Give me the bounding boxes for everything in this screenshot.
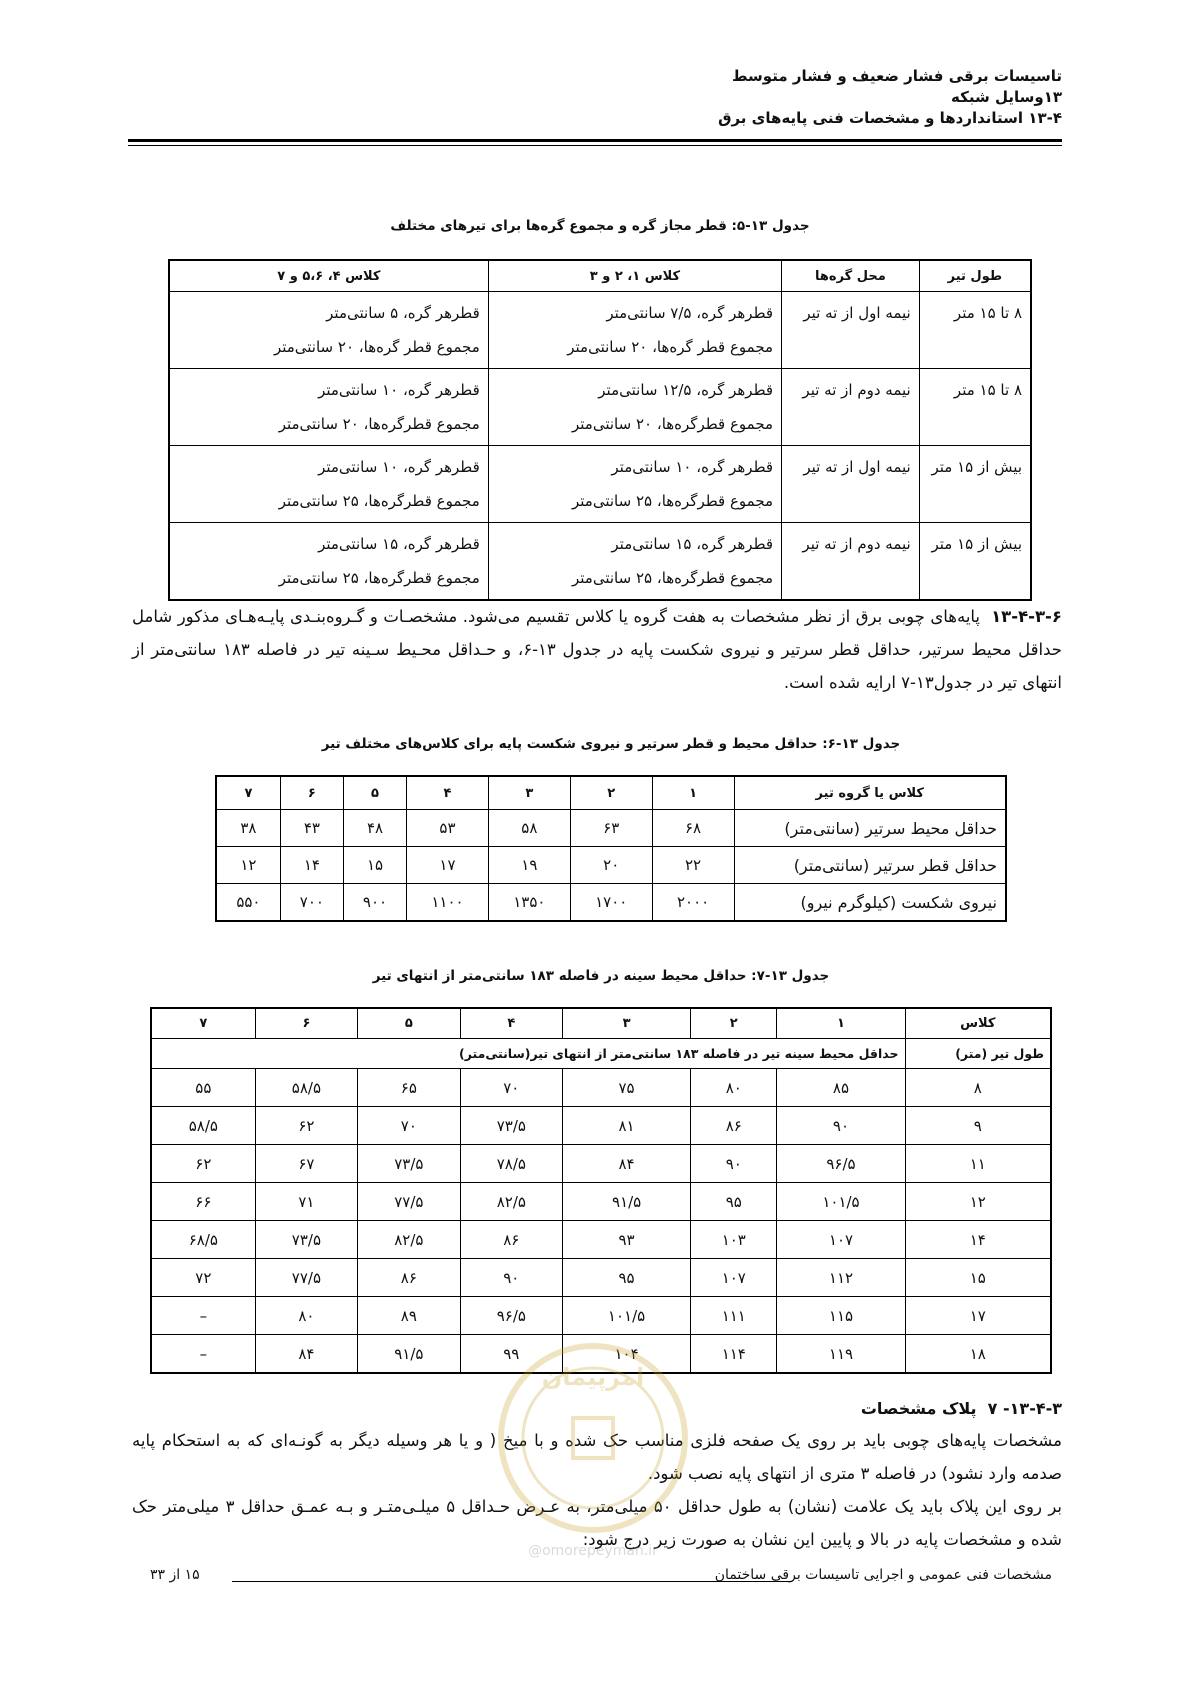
table7-header-label: کلاس — [905, 1008, 1051, 1039]
table6-cell: ۲۲ — [652, 847, 734, 884]
table7-cell: ۸۶ — [691, 1107, 777, 1145]
table-row — [169, 523, 1031, 601]
page-footer — [150, 1567, 1052, 1587]
table7-cell: ۵۵ — [151, 1069, 255, 1107]
table7-cell: ۶۸/۵ — [151, 1221, 255, 1259]
table6-class: ۳ — [488, 776, 570, 810]
table6-class: ۷ — [216, 776, 280, 810]
table5 — [168, 259, 1032, 601]
table7-class: ۵ — [358, 1008, 460, 1039]
table7-class: ۶ — [255, 1008, 357, 1039]
table7-cell: – — [151, 1335, 255, 1374]
table7-class: ۱ — [777, 1008, 905, 1039]
table7-cell: ۸۲/۵ — [460, 1183, 562, 1221]
table6-cell: ۲۰ — [570, 847, 652, 884]
table5-cell-location: نیمه اول از ته تیر — [782, 292, 920, 369]
knot-sum: مجموع قطرگره‌ها، ۲۵ سانتی‌متر — [278, 492, 480, 510]
table7-length: ۱۵ — [905, 1259, 1051, 1297]
table7-length: ۱۷ — [905, 1297, 1051, 1335]
table5-cell-location: نیمه دوم از ته تیر — [782, 523, 920, 601]
knot-diameter: قطرهر گره، ۱۰ سانتی‌متر — [611, 458, 774, 476]
watermark-url: @omorepeyman.ir — [528, 1543, 658, 1559]
table7-length: ۱۸ — [905, 1335, 1051, 1374]
table-row — [151, 1183, 1051, 1221]
table5-cell-class123 — [488, 369, 781, 446]
knot-diameter: قطرهر گره، ۷/۵ سانتی‌متر — [606, 304, 774, 322]
knot-sum: مجموع قطرگره‌ها، ۲۰ سانتی‌متر — [572, 415, 774, 433]
table7-cell: ۹۱/۵ — [563, 1183, 691, 1221]
table7-class: ۳ — [563, 1008, 691, 1039]
table5-cell-class4567 — [169, 369, 488, 446]
table5-caption: جدول ۱۳-۵: قطر مجاز گره و مجموع گره‌ها برای تیرهای مختلف — [390, 218, 810, 234]
section-title: پلاک مشخصات — [860, 1399, 977, 1418]
table-row — [151, 1297, 1051, 1335]
table7-cell: ۸۰ — [691, 1069, 777, 1107]
table7-cell: ۹۵ — [563, 1259, 691, 1297]
table6-row-label: نیروی شکست (کیلوگرم نیرو) — [734, 884, 1006, 922]
table7-cell: ۷۰ — [460, 1069, 562, 1107]
knot-diameter: قطرهر گره، ۱۵ سانتی‌متر — [318, 535, 480, 553]
table6-cell: ۱۲ — [216, 847, 280, 884]
table7-cell: ۷۷/۵ — [255, 1259, 357, 1297]
table5-cell-class4567 — [169, 523, 488, 601]
knot-diameter: قطرهر گره، ۱۰ سانتی‌متر — [318, 381, 480, 399]
table-row — [169, 292, 1031, 369]
table7-cell: ۶۲ — [151, 1145, 255, 1183]
header-rule-thick — [128, 139, 1062, 142]
table5-cell-class123 — [488, 523, 781, 601]
table6-cell: ۵۳ — [407, 810, 489, 847]
table7-cell: ۷۱ — [255, 1183, 357, 1221]
table7-class: ۲ — [691, 1008, 777, 1039]
table7-subheader-row — [151, 1039, 1051, 1069]
table5-header-class123: کلاس ۱، ۲ و ۳ — [488, 260, 781, 292]
table7-cell: ۸۵ — [777, 1069, 905, 1107]
paragraph-text: پایه‌های چوبی برق از نظر مشخصات به هفت گروه یا کلاس تقسیم می‌شود. مشخصـات و گـروه‌بنـدی پایـه‌هـای مذکور شامل حداقل محیط سرتیر، حداقل قطر سرتیر و نیروی شکست پایه در جدول ۱۳-۶، و حـداقل محـیط سـینه تیر در فاصله ۱۸۳ سانتی‌متر از انتهای تیر در جدول۱۳-۷ ارایه شده است. — [132, 607, 1062, 692]
section7-paragraph-1: مشخصات پایه‌های چوبی باید بر روی یک صفحه فلزی مناسب حک شده و با میخ ( و یا هر وسیله دیگر به گونـه‌ای که به استحکام پایه صدمه وارد نشود) در فاصله ۳ متری از انتهای پایه نصب شود. — [132, 1431, 1062, 1483]
table5-cell-class4567 — [169, 446, 488, 523]
paragraph-13-4-3-6 — [132, 600, 1062, 699]
knot-diameter: قطرهر گره، ۱۵ سانتی‌متر — [611, 535, 774, 553]
table7-cell: ۱۱۲ — [777, 1259, 905, 1297]
table6-row-label: حداقل محیط سرتیر (سانتی‌متر) — [734, 810, 1006, 847]
table7-cell: ۹۵ — [691, 1183, 777, 1221]
header-line-1: تاسیسات برقی فشار ضعیف و فشار متوسط — [731, 67, 1062, 85]
table6-header-row — [216, 776, 1006, 810]
watermark-text: امرپیمان — [541, 1363, 645, 1391]
table7-cell: ۱۰۱/۵ — [777, 1183, 905, 1221]
table6-cell: ۵۸ — [488, 810, 570, 847]
table6-cell: ۹۰۰ — [343, 884, 406, 922]
table5-cell-length: ۸ تا ۱۵ متر — [919, 292, 1031, 369]
table5-cell-length: ۸ تا ۱۵ متر — [919, 369, 1031, 446]
table7-cell: ۸۶ — [358, 1259, 460, 1297]
table7-cell: ۱۰۱/۵ — [563, 1297, 691, 1335]
header-line-2: ۱۳وسایل شبکه — [951, 88, 1062, 106]
table5-header-location: محل گره‌ها — [782, 260, 920, 292]
table7-cell: ۶۲ — [255, 1107, 357, 1145]
header-line-3: ۱۳-۴ استانداردها و مشخصات فنی پایه‌های برق — [718, 109, 1062, 127]
table6-cell: ۱۹ — [488, 847, 570, 884]
knot-diameter: قطرهر گره، ۱۲/۵ سانتی‌متر — [598, 381, 774, 399]
table7-cell: ۷۳/۵ — [460, 1107, 562, 1145]
table7-class: ۷ — [151, 1008, 255, 1039]
table7-cell: ۷۲ — [151, 1259, 255, 1297]
table6-class: ۶ — [280, 776, 343, 810]
table7-cell: – — [151, 1297, 255, 1335]
table7-class: ۴ — [460, 1008, 562, 1039]
knot-sum: مجموع قطرگره‌ها، ۲۵ سانتی‌متر — [572, 569, 774, 587]
knot-sum: مجموع قطر گره‌ها، ۲۰ سانتی‌متر — [567, 338, 774, 356]
table6-row-label: حداقل قطر سرتیر (سانتی‌متر) — [734, 847, 1006, 884]
table7-cell: ۹۰ — [460, 1259, 562, 1297]
table6-cell: ۴۳ — [280, 810, 343, 847]
table6-cell: ۱۷۰۰ — [570, 884, 652, 922]
footer-title: مشخصات فنی عمومی و اجرایی تاسیسات برقی ساختمان — [714, 1567, 1052, 1583]
table6-cell: ۱۵ — [343, 847, 406, 884]
table7-cell: ۷۸/۵ — [460, 1145, 562, 1183]
table7-cell: ۸۱ — [563, 1107, 691, 1145]
knot-sum: مجموع قطر گره‌ها، ۲۰ سانتی‌متر — [273, 338, 480, 356]
table6-cell: ۲۰۰۰ — [652, 884, 734, 922]
page-header — [128, 66, 1062, 129]
table5-cell-length: بیش از ۱۵ متر — [919, 523, 1031, 601]
table6-cell: ۶۳ — [570, 810, 652, 847]
table6-cell: ۴۸ — [343, 810, 406, 847]
table7-cell: ۹۰ — [691, 1145, 777, 1183]
table7-cell: ۶۷ — [255, 1145, 357, 1183]
header-rule-thin — [128, 145, 1062, 146]
table7-cell: ۸۹ — [358, 1297, 460, 1335]
table5-cell-class123 — [488, 446, 781, 523]
table7-header-row — [151, 1008, 1051, 1039]
table5-cell-location: نیمه دوم از ته تیر — [782, 369, 920, 446]
knot-sum: مجموع قطرگره‌ها، ۲۵ سانتی‌متر — [572, 492, 774, 510]
table7-length: ۹ — [905, 1107, 1051, 1145]
table7-sub-label: طول تیر (متر) — [905, 1039, 1051, 1069]
knot-diameter: قطرهر گره، ۱۰ سانتی‌متر — [318, 458, 480, 476]
table7-length: ۱۴ — [905, 1221, 1051, 1259]
table6-class: ۲ — [570, 776, 652, 810]
knot-sum: مجموع قطرگره‌ها، ۲۵ سانتی‌متر — [278, 569, 480, 587]
section-number: ۱۳-۴-۳- ۷ — [987, 1399, 1062, 1418]
table7-length: ۱۱ — [905, 1145, 1051, 1183]
table5-header-row — [169, 260, 1031, 292]
table-row — [151, 1145, 1051, 1183]
table7-cell: ۹۱/۵ — [358, 1335, 460, 1374]
table6-class: ۱ — [652, 776, 734, 810]
table5-header-class4567: کلاس ۴، ۵،۶ و ۷ — [169, 260, 488, 292]
table-row — [151, 1259, 1051, 1297]
table-row — [151, 1221, 1051, 1259]
section7-paragraph-2: بر روی این پلاک باید یک علامت (نشان) به طول حداقل ۵۰ میلی‌متر، به عـرض حـداقل ۵ میلـی‌متـر و بـه عمـق حداقل ۳ میلی‌متر حک شده و مشخصات پایه در بالا و پایین این نشان به صورت زیر درج شود: — [132, 1497, 1063, 1549]
table7-cell: ۱۱۱ — [691, 1297, 777, 1335]
table7-cell: ۱۰۴ — [563, 1335, 691, 1374]
table7-cell: ۵۸/۵ — [255, 1069, 357, 1107]
table6-cell: ۱۴ — [280, 847, 343, 884]
table6-cell: ۳۸ — [216, 810, 280, 847]
table7-cell: ۱۰۳ — [691, 1221, 777, 1259]
seal-logo-icon — [478, 1333, 708, 1563]
table7-cell: ۸۴ — [255, 1335, 357, 1374]
page-number: ۱۵ از ۳۳ — [150, 1567, 200, 1583]
table5-cell-length: بیش از ۱۵ متر — [919, 446, 1031, 523]
table-row — [216, 847, 1006, 884]
table6-class: ۴ — [407, 776, 489, 810]
table6-cell: ۱۳۵۰ — [488, 884, 570, 922]
table7-cell: ۷۵ — [563, 1069, 691, 1107]
table5-cell-location: نیمه اول از ته تیر — [782, 446, 920, 523]
table-row — [151, 1107, 1051, 1145]
table7 — [150, 1007, 1052, 1374]
table7-cell: ۸۶ — [460, 1221, 562, 1259]
knot-sum: مجموع قطرگره‌ها، ۲۰ سانتی‌متر — [278, 415, 480, 433]
table7-sub-span: حداقل محیط سینه تیر در فاصله ۱۸۳ سانتی‌متر از انتهای تیر(سانتی‌متر) — [151, 1039, 905, 1069]
table7-length: ۸ — [905, 1069, 1051, 1107]
table7-cell: ۸۲/۵ — [358, 1221, 460, 1259]
table7-cell: ۱۱۹ — [777, 1335, 905, 1374]
table7-cell: ۹۶/۵ — [777, 1145, 905, 1183]
table7-cell: ۵۸/۵ — [151, 1107, 255, 1145]
table-row — [151, 1069, 1051, 1107]
table7-cell: ۹۹ — [460, 1335, 562, 1374]
table7-cell: ۷۳/۵ — [255, 1221, 357, 1259]
table5-cell-class4567 — [169, 292, 488, 369]
table5-cell-class123 — [488, 292, 781, 369]
knot-diameter: قطرهر گره، ۵ سانتی‌متر — [326, 304, 480, 322]
table7-cell: ۱۱۵ — [777, 1297, 905, 1335]
table6 — [215, 775, 1007, 922]
table7-cell: ۹۳ — [563, 1221, 691, 1259]
table7-cell: ۷۷/۵ — [358, 1183, 460, 1221]
table7-length: ۱۲ — [905, 1183, 1051, 1221]
table7-cell: ۹۶/۵ — [460, 1297, 562, 1335]
table6-cell: ۱۱۰۰ — [407, 884, 489, 922]
table7-cell: ۷۳/۵ — [358, 1145, 460, 1183]
table6-cell: ۶۸ — [652, 810, 734, 847]
footer-rule — [232, 1581, 792, 1582]
table-row — [169, 446, 1031, 523]
table-row — [216, 810, 1006, 847]
table6-cell: ۷۰۰ — [280, 884, 343, 922]
table7-cell: ۶۶ — [151, 1183, 255, 1221]
table7-cell: ۷۰ — [358, 1107, 460, 1145]
table-row — [169, 369, 1031, 446]
table6-header-label: کلاس یا گروه تیر — [734, 776, 1006, 810]
table7-cell: ۸۴ — [563, 1145, 691, 1183]
table7-cell: ۸۰ — [255, 1297, 357, 1335]
table6-caption: جدول ۱۳-۶: حداقل محیط و قطر سرتیر و نیروی شکست پایه برای کلاس‌های مختلف تیر — [321, 736, 901, 752]
table7-cell: ۱۰۷ — [777, 1221, 905, 1259]
table-row — [216, 884, 1006, 922]
table5-header-length: طول تیر — [919, 260, 1031, 292]
table6-cell: ۱۷ — [407, 847, 489, 884]
table7-caption: جدول ۱۳-۷: حداقل محیط سینه در فاصله ۱۸۳ سانتی‌متر از انتهای تیر — [372, 968, 830, 984]
table6-cell: ۵۵۰ — [216, 884, 280, 922]
table7-cell: ۹۰ — [777, 1107, 905, 1145]
table7-cell: ۱۱۴ — [691, 1335, 777, 1374]
table7-cell: ۱۰۷ — [691, 1259, 777, 1297]
table7-cell: ۶۵ — [358, 1069, 460, 1107]
table6-class: ۵ — [343, 776, 406, 810]
paragraph-number: ۱۳-۴-۳-۶ — [991, 607, 1062, 626]
